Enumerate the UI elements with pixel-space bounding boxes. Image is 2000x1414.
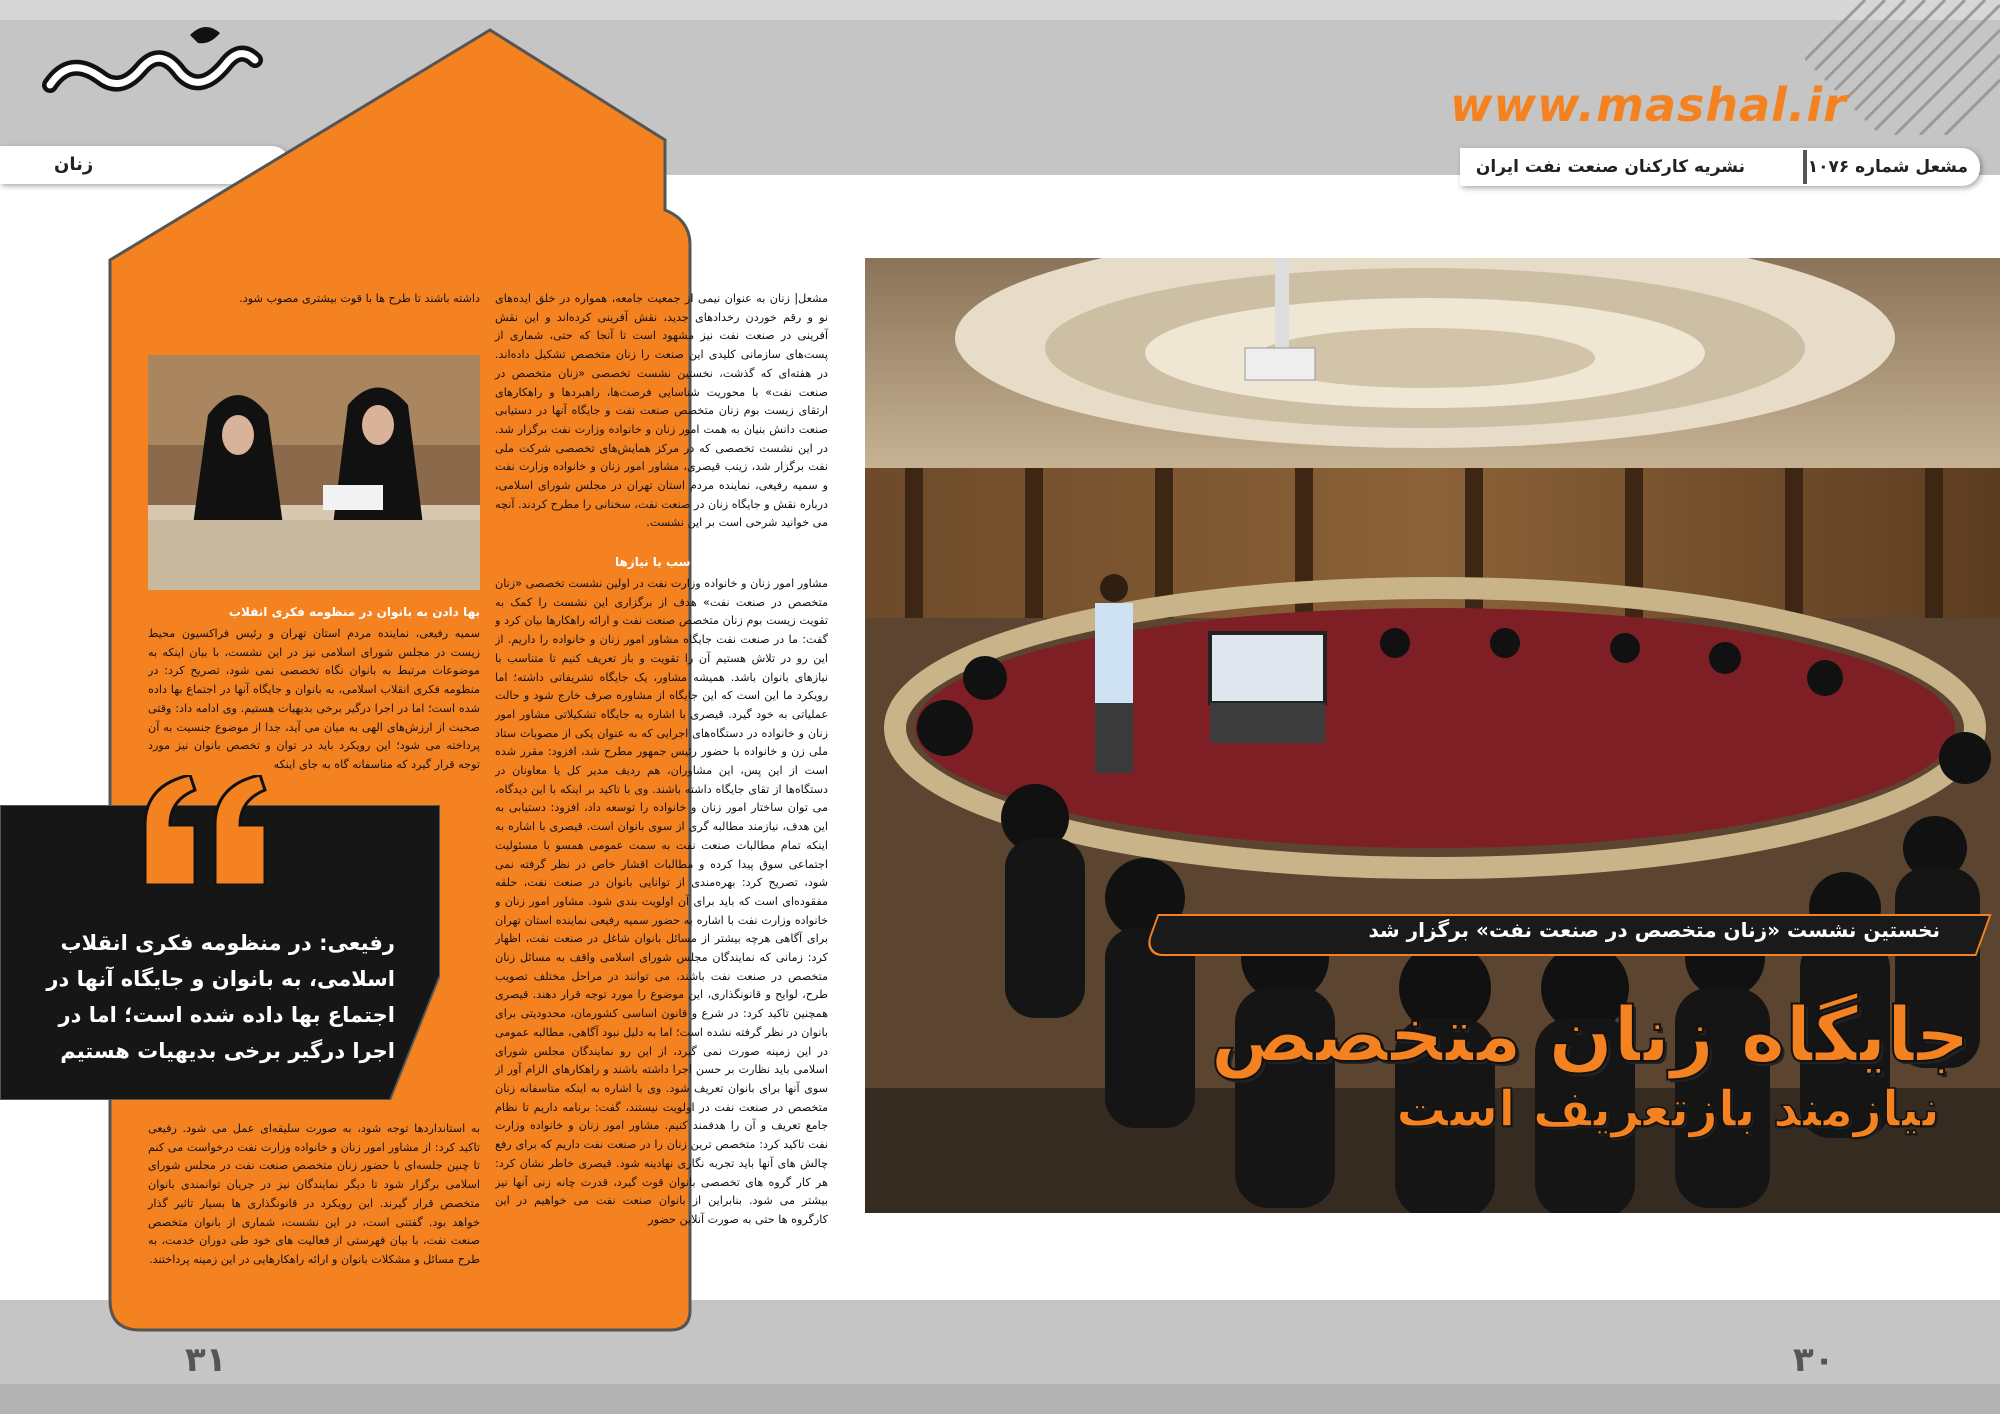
- article-subhead-2: بها دادن به بانوان در منظومه فکری انقلاب: [228, 605, 480, 619]
- site-url[interactable]: www.mashal.ir: [1450, 78, 1847, 132]
- quote-mark-icon: [135, 775, 275, 885]
- article-headline: جایگاه زنان متخصص: [1210, 990, 1970, 1079]
- article-kicker: نخستین نشست «زنان متخصص در صنعت نفت» برگزار شد: [1368, 918, 1940, 942]
- article-subheadline: نیازمند بازتعریف است: [1396, 1080, 1940, 1138]
- issue-bar-divider: [1803, 150, 1807, 184]
- page-number-right: ۳۰: [1793, 1340, 1835, 1380]
- article-subhead-1: تقویت جایگاه زنان متناسب با نیازها: [614, 555, 825, 569]
- header-top-strip: [0, 0, 2000, 20]
- publication-name: نشریه کارکنان صنعت نفت ایران: [1475, 157, 1745, 177]
- page-number-left: ۳۱: [185, 1340, 227, 1380]
- speakers-photo: [148, 355, 480, 590]
- pull-quote-text: رفیعی: در منظومه فکری انقلاب اسلامی، به بانوان و جایگاه آنها در اجتماع بها داده شده است؛ اما در اجرا درگیر برخی بدیهیات هستیم: [46, 931, 395, 1063]
- article-column-rafiei: سمیه رفیعی، نماینده مردم استان تهران و رئیس فراکسیون محیط زیست در مجلس شورای اسلامی نیز در این نشست، با بیان اینکه به موضوعات مرتبط به بانوان نگاه تخصصی نمی شود، تصریح کرد: در منظومه فکری انقلاب اسلامی، به بانوان و جایگاه آنها در اجتماع بها داده شده است؛ اما در اجرا درگیر برخی بدیهیات هستیم. وی ادامه داد: وقتی صحبت از ارزش‌های الهی به میان می آید، جدا از موضوع جنسیت به آن پرداخته می شود؛ این رویکرد باید در توان و تخصص بانوان نیز مورد توجه قرار گیرد که متاسفانه گاه به جای اینکه: [148, 627, 480, 771]
- section-label: زنان: [54, 154, 94, 175]
- footer-strip: [0, 1384, 2000, 1414]
- article-column-body: مشاور امور زنان و خانواده وزارت نفت در اولین نشست تخصصی «زنان متخصص در صنعت نفت» هدف از برگزاری این نشست را کمک به تقویت زیست بوم زنان متخصص صنعت نفت و ارائه راهکارها بیان کرد و گفت: ما در صنعت نفت جایگاه مشاور امور زنان و خانواده را داریم. از این رو در تلاش هستیم آن را تقویت و باز تعریف کنیم تا متناسب با نیازهای بانوان باشد. همیشه مشاور، یک جایگاه تشریفاتی داشته؛ اما رویکرد ما این است که این جایگاه از مشاوره صرف خارج شود و حالت عملیاتی به خود گیرد. قیصری با اشاره به جایگاه تشکیلاتی مشاور امور زنان و خانواده در دستگاه‌های اجرایی که به عنوان یکی از مصوبات ستاد ملی زن و خانواده با حضور رئیس جمهور مطرح شد، افزود: مقرر شده است از این پس، این مشاوران، هم ردیف مدیر کل یا معاونان در دستگاه‌ها از تقای جایگاه داشته باشند. وی با تاکید بر اینکه با این دیدگاه، می توان ساختار امور زنان و خانواده را توسعه داد، افزود: دستیابی به این هدف، نیازمند مطالبه گری از سوی بانوان است. قیصری با اشاره به اینکه تمام مطالبات صنعت نفت به سمت عمومی همسو با مسئولیت اجتماعی سوق پیدا کرده و مطالبات اقشار خاص در نظر گرفته نمی شود، تصریح کرد: بهره‌مندی از توانایی بانوان در صنعت نفت، حلقه مفقوده‌ای است که باید برای آن اولویت بندی شود. مشاور امور زنان و خانواده وزارت نفت با اشاره به حضور سمیه رفیعی نماینده استان تهران برای آگاهی هرچه بیشتر از مسائل بانوان شاغل در صنعت نفت، اظهار کرد: زمانی که نمایندگان مجلس شورای اسلامی واقف به مسائل زنان متخصص در صنعت نفت باشند، می توانند در مراحل مختلف تصویب طرح، لوایح و قانونگذاری، این موضوع را مورد توجه قرار دهند. قیصری همچنین تاکید کرد: در شرع و قانون اساسی کشورمان، محدودیتی برای بانوان در نظر گرفته نشده است؛ اما به دلیل نبود آگاهی، مطالبه عمومی در این زمینه صورت نمی گیرد، از این رو نمایندگان مجلس شورای اسلامی باید نظارت بر حسن اجرا داشته باشند و راهکارهای الزام آور از سوی آنها برای بانوان تعریف شود. وی با اشاره به اینکه متاسفانه زنان متخصص در صنعت نفت در اولویت نیستند، گفت: برنامه داریم تا نظام جامع تعریف و آن را هدفمند کنیم. مشاور امور زنان و خانواده وزارت نفت تاکید کرد: متخصص ترین زنان را در صنعت نفت داریم که برای رفع چالش های آنها باید تجربه نگاری نهادینه شود. قیصری خاطر نشان کرد: هر کار گروه های تخصصی بانوان قوت گیرد، قدرت چانه زنی آنها نیز بیشتر می شود. بنابراین از بانوان صنعت نفت می خواهیم در این کارگروه ها حتی به صورت آنلاین حضور: [495, 577, 828, 1226]
- article-column-continued: داشته باشند تا طرح ها با قوت بیشتری مصوب شود.: [239, 292, 480, 305]
- issue-number: مشعل شماره ۱۰۷۶: [1807, 157, 1968, 177]
- article-column-ending: به استانداردها توجه شود، به صورت سلیقه‌ای عمل می شود. رفیعی تاکید کرد: از مشاور امور زنان و خانواده وزارت نفت درخواست می کنم تا چنین جلسه‌ای با حضور زنان متخصص صنعت نفت در مجلس شورای اسلامی برگزار شود تا دیگر نمایندگان نیز در جریان توانمندی بانوان متخصص قرار گیرند. این رویکرد در قانونگذاری ها بسیار تاثیر گذار خواهد بود. گفتنی است، در این نشست، شماری از بانوان متخصص صنعت نفت، با بیان فهرستی از فعالیت های خود طی دوران خدمت، به طرح مسائل و مشکلات بانوان و ارائه راهکارهایی در این زمینه پرداختند.: [148, 1122, 480, 1266]
- article-column-intro: مشعل| زنان به عنوان نیمی از جمعیت جامعه، همواره در خلق ایده‌های نو و رقم خوردن رخدادهای جدید، نقش آفرینی کرده‌اند و این نقش آفرینی در صنعت نفت نیز مشهود است تا آنجا که حتی، شماری از پست‌های سازمانی کلیدی این صنعت را زنان متخصص تشکیل داده‌اند. در هفته‌ای که گذشت، نخستین نشست تخصصی «زنان متخصص در صنعت نفت» با محوریت شناسایی فرصت‌ها، راهبردها و راهکارهای ارتقای زیست بوم زنان متخصص صنعت نفت و جایگاه آنها در دستیابی صنعت دانش بنیان به همت امور زنان و خانواده وزارت نفت برگزار شد. در این نشست تخصصی که در مرکز همایش‌های تخصصی شرکت ملی نفت برگزار شد، زینب قیصری، مشاور امور زنان و خانواده وزارت نفت و سمیه رفیعی، نماینده مردم استان تهران در مجلس شورای اسلامی، درباره نقش و جایگاه زنان در صنعت نفت، سخنانی را مطرح کردند. آنچه می خوانید شرحی است بر این نشست.: [495, 292, 828, 530]
